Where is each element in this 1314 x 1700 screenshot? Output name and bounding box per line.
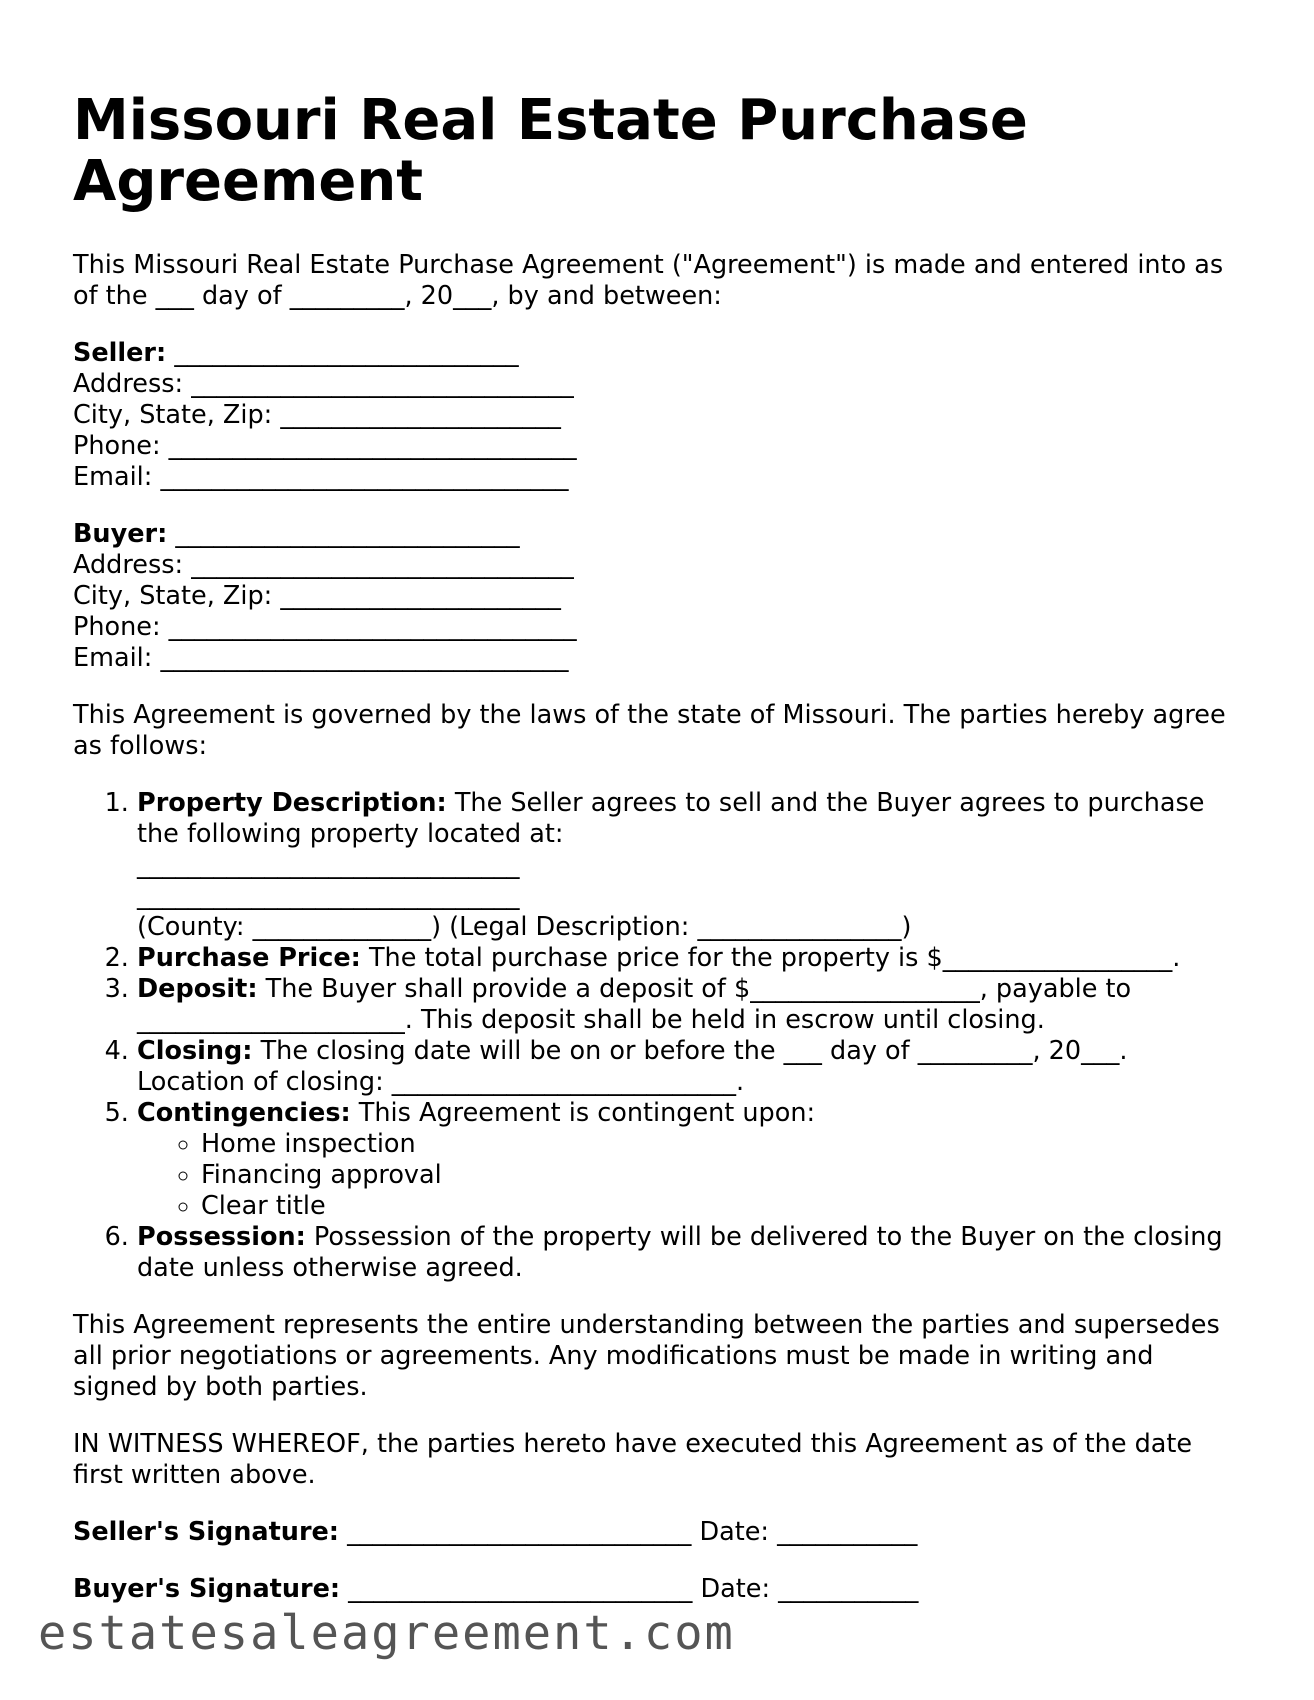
- seller-phone: Phone: ________________________________: [73, 431, 577, 461]
- buyer-address: Address: ______________________________: [73, 550, 574, 580]
- intro-paragraph: This Missouri Real Estate Purchase Agreement ("Agreement") is made and entered into as of the ___ day of _________, 20___, by and between:: [73, 250, 1224, 311]
- seller-name-blank: ___________________________: [166, 338, 519, 368]
- term-contingencies-label: Contingencies:: [137, 1098, 351, 1128]
- buyer-city: City, State, Zip: ______________________: [73, 581, 561, 611]
- term-possession-text: Possession of the property will be delivered to the Buyer on the closing date unless otherwise agreed.: [137, 1222, 1223, 1283]
- terms-list: [73, 788, 1243, 1284]
- term-price-text: The total purchase price for the property is $__________________.: [360, 943, 1181, 973]
- term-closing-label: Closing:: [137, 1036, 253, 1066]
- watermark: estatesaleagreement.com: [38, 1606, 735, 1661]
- buyer-name-blank: ___________________________: [167, 519, 520, 549]
- term-possession-label: Possession:: [137, 1222, 306, 1252]
- term-closing-text: The closing date will be on or before the ___ day of _________, 20___. Location of closing: ___________________________.: [137, 1036, 1128, 1097]
- term-closing: [137, 1036, 1243, 1098]
- buyer-label: Buyer:: [73, 519, 168, 549]
- seller-email: Email: ________________________________: [73, 462, 569, 492]
- term-deposit-label: Deposit:: [137, 974, 258, 1004]
- document: [73, 90, 1243, 1631]
- governing-paragraph: This Agreement is governed by the laws of the state of Missouri. The parties hereby agree as follows:: [73, 700, 1226, 761]
- buyer-email: Email: ________________________________: [73, 643, 569, 673]
- buyer-name-line: [73, 519, 1243, 550]
- term-possession: [137, 1222, 1243, 1284]
- term-deposit: [137, 974, 1243, 1036]
- seller-block: [73, 338, 1243, 493]
- seller-signature-line: [73, 1517, 1243, 1548]
- buyer-phone: Phone: ________________________________: [73, 612, 577, 642]
- property-address-line-2: ______________________________: [137, 881, 520, 911]
- entire-agreement-paragraph: This Agreement represents the entire understanding between the parties and supersedes all prior negotiations or agreements. Any modifications must be made in writing and signed by both parties.: [73, 1310, 1220, 1402]
- list-item: ◦ Clear title: [201, 1191, 1243, 1222]
- buyer-signature-blank: ___________________________ Date: ___________: [340, 1574, 919, 1604]
- term-contingencies-text: This Agreement is contingent upon:: [350, 1098, 816, 1128]
- list-item: ◦ Financing approval: [201, 1160, 1243, 1191]
- term-property-label: Property Description:: [137, 788, 447, 818]
- term-price-label: Purchase Price:: [137, 943, 361, 973]
- seller-name-line: [73, 338, 1243, 369]
- property-county-line: (County: ______________) (Legal Description: ________________): [137, 912, 912, 942]
- buyer-signature-label: Buyer's Signature:: [73, 1574, 341, 1604]
- seller-city: City, State, Zip: ______________________: [73, 400, 561, 430]
- term-property: [137, 788, 1243, 943]
- seller-address: Address: ______________________________: [73, 369, 574, 399]
- seller-signature-blank: ___________________________ Date: ___________: [339, 1517, 918, 1547]
- buyer-block: [73, 519, 1243, 674]
- term-price: [137, 943, 1243, 974]
- contingencies-list: [137, 1129, 1243, 1222]
- buyer-signature-line: [73, 1574, 1243, 1605]
- property-address-line-1: ______________________________: [137, 850, 520, 880]
- seller-signature-label: Seller's Signature:: [73, 1517, 340, 1547]
- term-property-text: The Seller agrees to sell and the Buyer agrees to purchase the following property located at:: [137, 788, 1205, 849]
- page-title: Missouri Real Estate Purchase Agreement: [73, 88, 1028, 214]
- term-deposit-text: The Buyer shall provide a deposit of $__________________, payable to _____________________. This deposit shall be held in escrow until closing.: [137, 974, 1132, 1035]
- list-item: ◦ Home inspection: [201, 1129, 1243, 1160]
- term-contingencies: [137, 1098, 1243, 1222]
- seller-label: Seller:: [73, 338, 167, 368]
- witness-paragraph: IN WITNESS WHEREOF, the parties hereto have executed this Agreement as of the date first written above.: [73, 1429, 1193, 1490]
